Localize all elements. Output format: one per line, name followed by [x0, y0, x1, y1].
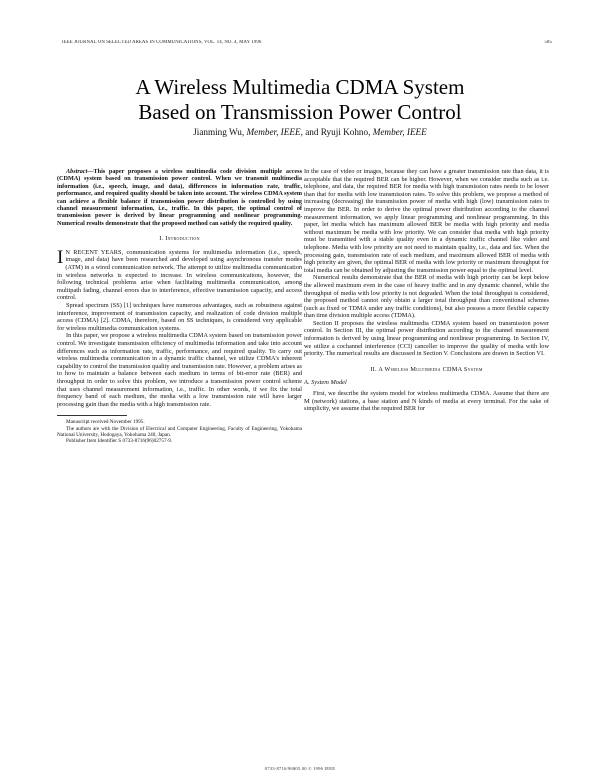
running-head [62, 40, 552, 45]
author-line [60, 127, 560, 138]
right-paragraph-2: Numerical results demonstrate that the BER of media with high priority can be kept below the allowed maximum even in the case of heavy traffic and in any dynamic channel, while the throughput of media with low priority is not degraded. When the total throughput is considered, the proposed method cannot only obtain a larger total throughput than conventional schemes (such as fixed or TDMA under any traffic conditions), but also possess a more flexible capacity than time division multiple access (TDMA). [304, 274, 549, 320]
section-2-heading: II. A Wireless Multimedia CDMA System [370, 365, 483, 373]
footnote-divider [57, 415, 127, 416]
left-column [57, 168, 302, 444]
intro-paragraph-1 [57, 246, 302, 302]
author-1-name: Jianming Wu, [193, 127, 245, 137]
journal-citation: IEEE JOURNAL ON SELECTED AREAS IN COMMUNICATIONS, VOL. 14, NO. 4, MAY 1996 [62, 40, 262, 45]
abstract-label: Abstract [66, 168, 88, 175]
author-2-name: Ryuji Kohno, [320, 127, 371, 137]
title-line-1: A Wireless Multimedia CDMA System [135, 75, 465, 99]
intro-lead-in: N RECENT YEARS, [65, 248, 124, 256]
intro-paragraph-1-text: communication systems for multimedia information (i.e., speech, image, and data) have been researched and developed using asynchronous transfer modes (ATM) in a wired communication network. The attempt to utilize multimedia communication in wireless networks is expected to increase. In wireless communications, however, the following technical problems arise when facilitating multimedia communication, among multipath fading, channel errors due to interference, effective transmission capacity, and access control. [57, 248, 302, 302]
page-number: 585 [544, 40, 552, 45]
right-paragraph-3: Section II proposes the wireless multimedia CDMA system based on transmission power control. In Section III, the optimal power distribution according to the channel measurement information is derived by using linear programming and nonlinear programming. In Section IV, we utilize a cochannel interference (CCI) canceller to improve the quality of media with low priority. The numerical results are discussed in Section V. Conclusions are drawn in Section VI. [304, 319, 549, 358]
right-paragraph-4: First, we describe the system model for wireless multimedia CDMA. Assume that there are M (network) stations, a base station and N kinds of media at every terminal. For the sake of simplicity, we assume that the required BER for [304, 390, 549, 413]
footnote-publisher-id: Publisher Item Identifier S 0733-8716(96)02757-9. [66, 437, 173, 444]
abstract [57, 168, 302, 227]
author-1-role: Member, IEEE, [246, 127, 303, 137]
section-1-heading: I. Introduction [159, 235, 200, 243]
author-2-role: Member, IEEE [372, 127, 427, 137]
footnote-affiliation: The authors are with the Division of Electrical and Computer Engineering, Faculty of Engineering, Yokohama National University, Hodogaya, Yokohama 240, Japan. [57, 425, 302, 438]
drop-cap: I [57, 246, 64, 268]
title-line-2: Based on Transmission Power Control [138, 100, 462, 124]
abstract-text: —This paper proposes a wireless multimedia code division multiple access (CDMA) system based on transmission power control. When we transmit multimedia information (i.e., speech, image, and data), differences in information rate, traffic, performance, and required quality should be taken into account. The wireless CDMA system can achieve a flexible balance if transmission power distribution is controlled by using channel measurement information, i.e., traffic. In this paper, the optimal control of transmission power is derived by linear programming and nonlinear programming. Numerical results demonstrate that the proposed method can satisfy the required quality. [57, 168, 302, 227]
intro-paragraph-2: Spread spectrum (SS) [1] techniques have numerous advantages, such as robustness against interference, improvement of transmission capacity, and realization of code division multiple access (CDMA) [2]. CDMA, therefore, based on SS techniques, is considered very applicable for wireless multimedia communication systems. [57, 302, 302, 332]
author-conjunction: and [305, 127, 319, 137]
footnote-received: Manuscript received November 1995. [66, 419, 145, 426]
paper-title [40, 75, 560, 125]
right-paragraph-1: In the case of video or images, because they can have a greater transmission rate than data, it is acceptable that the required BER can be higher. However, when we consider media such as i.e. telephone, and data, the required BER for media with high transmission rates needs to be lower than that for media with low transmission rates. To solve this problem, we propose a method of increasing (decreasing) the transmission power of media with high (low) transmission rates to improve the BER. In order to derive the optimal power distribution according to the channel measurement information, we apply linear programming and nonlinear programming. In this paper, let media which has maximum allowed BER be media with high priority and media without maximum be media with low priority. We can consider that media with high priority must be transmitted with a stable quality even in a dynamic traffic channel like video and telephone. Media with low priority are not need to maintain quality, i.e., data and fax. When the processing gain, transmission rate of each medium, and maximum allowed BER of media with high priority are given, the optimal BER of media with low priority or maximum throughput for total media can be obtained by adjusting the transmission power equal to the optimal level. [304, 168, 549, 274]
intro-paragraph-3: In this paper, we propose a wireless multimedia CDMA system based on transmission power control. We investigate transmission efficiency of multimedia information and take into account differences such as information rate, traffic, performance, and required quality. To carry out wireless multimedia communication in a dynamic traffic channel, we utilize CDMA's inherent capability to control the transmission quality and transmission rate. However, a problem arises as to how to maintain a balance between each medium in terms of bit-error rate (BER) and throughput in order to solve this problem, we introduce a transmission power control scheme that uses channel measurement information, i.e., traffic. In other words, if we fix the total frequency band of each medium, the media with a low transmission rate will have larger processing gain than the media with a high transmission rate. [57, 332, 302, 408]
right-column [304, 168, 549, 413]
copyright-footer: 0733-8716/96$05.00 © 1996 IEEE [264, 766, 336, 771]
subsection-heading: A. System Model [304, 379, 347, 387]
